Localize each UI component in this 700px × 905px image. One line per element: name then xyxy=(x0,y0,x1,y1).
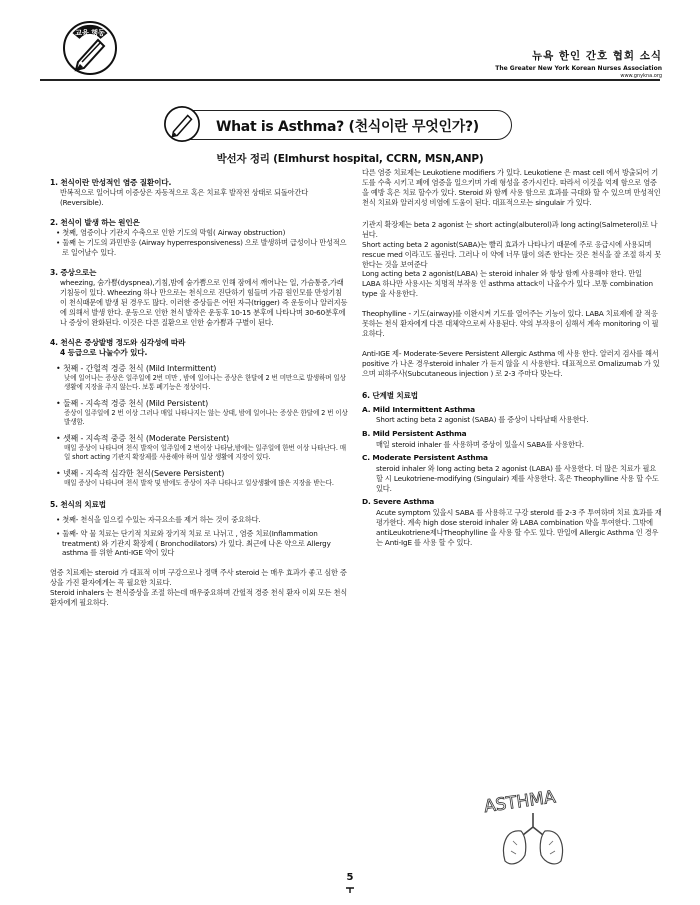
org-url: www.gnykna.org xyxy=(620,73,662,79)
theophylline-text: Theophylline - 기도(airway)를 이완시켜 기도를 열어주는 기능이 있다. LABA 치료제에 잘 적응 못하는 천식 환자에게 다른 대체약으로써 사용된다. 약의 부작용이 심해서 계속 monitoring 이 필요하다. xyxy=(362,309,659,339)
step-a-heading: A. Mild Intermittent Asthma xyxy=(362,405,475,415)
level-4-heading: • 넷째 - 지속적 심각한 천식(Severe Persistent) xyxy=(56,469,225,479)
section-1-text: 반복적으로 일어나며 이증상은 자동적으로 혹은 치료후 발작전 상태로 되돌아간다(Reversible). xyxy=(60,188,309,208)
section-2-bullet-2: • 둘째 는 기도의 과민반응 (Airway hyperresponsiveness) 으로 발생하며 급성이나 만성적으로 일어날수 있다. xyxy=(56,238,347,258)
laba-text: Long acting beta 2 agonist(LABA) 는 steroid inhaler 와 항상 함께 사용해야 한다. 만일 LABA 하나만 사용시는 치명적 부작용 인 asthma attack이 나올수가 있다 .보통 combination type 을 사용한다. xyxy=(362,269,653,299)
level-2-text: 증상이 일주일에 2 번 이상 그러나 매일 나타나지는 않는 상태, 밤에 일어나는 증상은 한달에 2 번 이상 발생함. xyxy=(64,408,348,426)
section-3-heading: 3. 증상으로는 xyxy=(50,268,97,278)
right-column xyxy=(362,168,662,547)
page-mark-icon xyxy=(345,886,355,894)
level-2-heading: • 둘째 - 지속적 경증 천식 (Mild Persistent) xyxy=(56,398,209,408)
step-c-text: steroid inhaler 와 long acting beta 2 agonist (LABA) 를 사용한다. 더 많은 치료가 필요할 시 Leukotriene-modifying (Singulair) 제를 사용한다. 혹은 Theophylline 사용 할 수도 있다. xyxy=(376,463,659,493)
section-1-heading: 1. 천식이란 만성적인 염증 질환이다. xyxy=(50,178,172,187)
step-b-text: 매일 steroid inhaler 를 사용하며 증상이 있을시 SABA를 사용한다. xyxy=(376,439,584,449)
article-author: 박선자 정리 (Elmhurst hospital, CCRN, MSN,ANP) xyxy=(216,153,484,165)
anti-ige-text: Anti-IGE 제- Moderate-Severe Persistent Allergic Asthma 에 사용 한다. 알러지 검사를 해서 positive 가 나온 경우steroid inhaler 가 듣지 않을 시 사용한다. 대표적으로 Omalizumab 가 있으며 피하주사(Subcutaneous injection ) 로 2-3 주마다 맞는다. xyxy=(362,349,660,378)
illustration-label: ASTHMA xyxy=(482,787,557,818)
step-a-text: Short acting beta 2 agonist (SABA) 를 증상이 나타날때 사용한다. xyxy=(376,415,589,425)
section-5-text-2: Steroid inhalers 는 천식증상을 조절 하는데 매우중요하며 간헐적 경증 천식 환자 이외 모든 천식환자에게 필요하다. xyxy=(50,588,348,608)
article-title: What is Asthma? (천식이란 무엇인가?) xyxy=(216,119,479,135)
step-d-heading: D. Severe Asthma xyxy=(362,497,435,507)
section-2-bullet-1: • 첫째, 염증이나 기관지 수축으로 인한 기도의 막힘( Airway obstruction) xyxy=(56,228,286,238)
org-name-korean: 뉴욕 한인 간호 협회 소식 xyxy=(531,50,662,62)
section-2-heading: 2. 천식이 발생 하는 원인은 xyxy=(50,218,140,228)
section-3-text: wheezing, 숨가쁨(dyspnea),기침,밤에 숨가쁨으로 인해 잠에서 깨어나는 일, 가슴통증,가래 기침등이 있다. Wheezing 하나 만으로는 천식으로 진단하기 힘들며 가끔 원인모를 만성기침이 천식때문에 발생 된 경우도 많다. 이러한 증상들은 어떤 자극(trigger) 즉 운동이나 알러지등에 의해서 발생 한다. 운동으로 인한 천식 발작은 운동후 10-15 분후에 나타나며 30-60분후에나 증상이 완화된다. 이것은 다른 질환으로 인한 숨가쁨과 구별이 된다. xyxy=(60,278,348,328)
section-5-bullet-2: • 둘째- 약 물 치료는 단기적 치료와 장기적 치료 로 나뉘고 , 염증 치료(Inflammation treatment) 와 기관지 확장제 ( Bronchodilators) 가 있다. 최근에 나온 약으로 Allergy asthma 를 위한 Anti-IGE 약이 있다 xyxy=(56,528,331,558)
organization-header xyxy=(402,48,662,79)
level-4-text: 매일 증상이 나타나며 천식 발작 및 밤에도 증상이 자주 나타나고 일상생활에 많은 지장을 받는다. xyxy=(64,479,334,488)
bronchodilator-text: 기관지 확장제는 beta 2 agonist 는 short acting(albuterol)과 long acting(Salmeterol)로 나뉜다. xyxy=(362,219,658,239)
header-divider xyxy=(40,79,660,81)
page-number: 5 xyxy=(346,872,354,883)
section-5-text-1: 염증 치료제는 steroid 가 대표적 이며 구강으로나 정맥 주사 steroid 는 매우 효과가 좋고 심한 증상을 가진 환자에게는 꼭 필요한 치료다. xyxy=(50,568,347,588)
section-4-heading: 4. 천식은 증상발병 정도와 심각성에 따라 xyxy=(50,338,186,348)
step-b-heading: B. Mild Persistent Asthma xyxy=(362,429,467,439)
pencil-icon xyxy=(163,105,201,143)
saba-text: Short acting beta 2 agonist(SABA)는 빨리 효과가 나타나기 때문에 주로 응급시에 사용되며 rescue med 이라고도 불린다. 그러나 이 약에 너무 많이 의존 한다는 것은 천식을 잘 조절 하지 못한다는 것을 보여준다 xyxy=(362,239,661,269)
article-title-box xyxy=(170,110,512,140)
leukotriene-text: 다른 염증 치료제는 Leukotiene modifiers 가 있다. Leukotiene 은 mast cell 에서 방출되어 기도를 수축 시키고 폐에 염증을 일으키며 가래 형성을 증가시킨다. 따라서 이것을 억제 함으로 염증을 예방 혹은 치료 할수가 있다. Steroid 와 함께 사용 함으로 효과를 극대화 할 수 있으며 만성적인 천식 치료와 알러지성 비염에 도움이 된다. 대표적으로는 singulair 가 있다. xyxy=(362,168,661,207)
svg-text:교육 행동: 교육 행동 xyxy=(75,29,105,37)
section-5-bullet-1: • 첫째- 천식을 일으킬 수있는 자극요소를 제거 하는 것이 중요하다. xyxy=(56,514,261,524)
level-3-text: 매일 증상이 나타나며 천식 발작이 일주일에 2 번이상 나타남,밤에는 일주일에 한번 이상 나타난다. 매일 short acting 기관지 확장제를 사용해야 하며 일상 생활에 지장이 있다. xyxy=(64,444,347,462)
step-c-heading: C. Moderate Persistent Asthma xyxy=(362,453,488,463)
section-6-heading: 6. 단계별 치료법 xyxy=(362,390,418,400)
education-badge-logo xyxy=(58,16,122,80)
org-name-english: The Greater New York Korean Nurses Association xyxy=(495,65,662,72)
left-column xyxy=(50,178,348,608)
step-d-text: Acute symptom 있을시 SABA 를 사용하고 구강 sterold 를 2-3 주 투여하며 치료 효과를 재평가한다. 계속 high dose steroid inhaler 와 LABA combination 약을 투여한다. 그밖에 antiLeukotriene제나Theophylline 을 사용 할 수도 있다. 만일에 Allergic Asthma 인 경우는 Anti-IgE 를 사용 할 수 있다. xyxy=(376,507,662,547)
section-4-heading-2: 4 등급으로 나눌수가 있다. xyxy=(60,348,148,358)
asthma-lungs-illustration xyxy=(475,775,595,870)
level-1-heading: • 첫째 - 간헐적 경증 천식 (Mild Intermittent) xyxy=(56,363,217,373)
level-3-heading: • 셋째 - 지속적 중증 천식 (Moderate Persistent) xyxy=(56,434,230,444)
section-5-heading: 5. 천식의 치료법 xyxy=(50,500,106,510)
level-1-text: 낮에 일어나는 증상은 일주일에 2번 미만 , 밤에 일어나는 증상은 한달에 2 번 미만으로 발생하며 일상생활에 지장을 주지 않는다. 보통 폐기능은 정상이다. xyxy=(64,373,346,391)
